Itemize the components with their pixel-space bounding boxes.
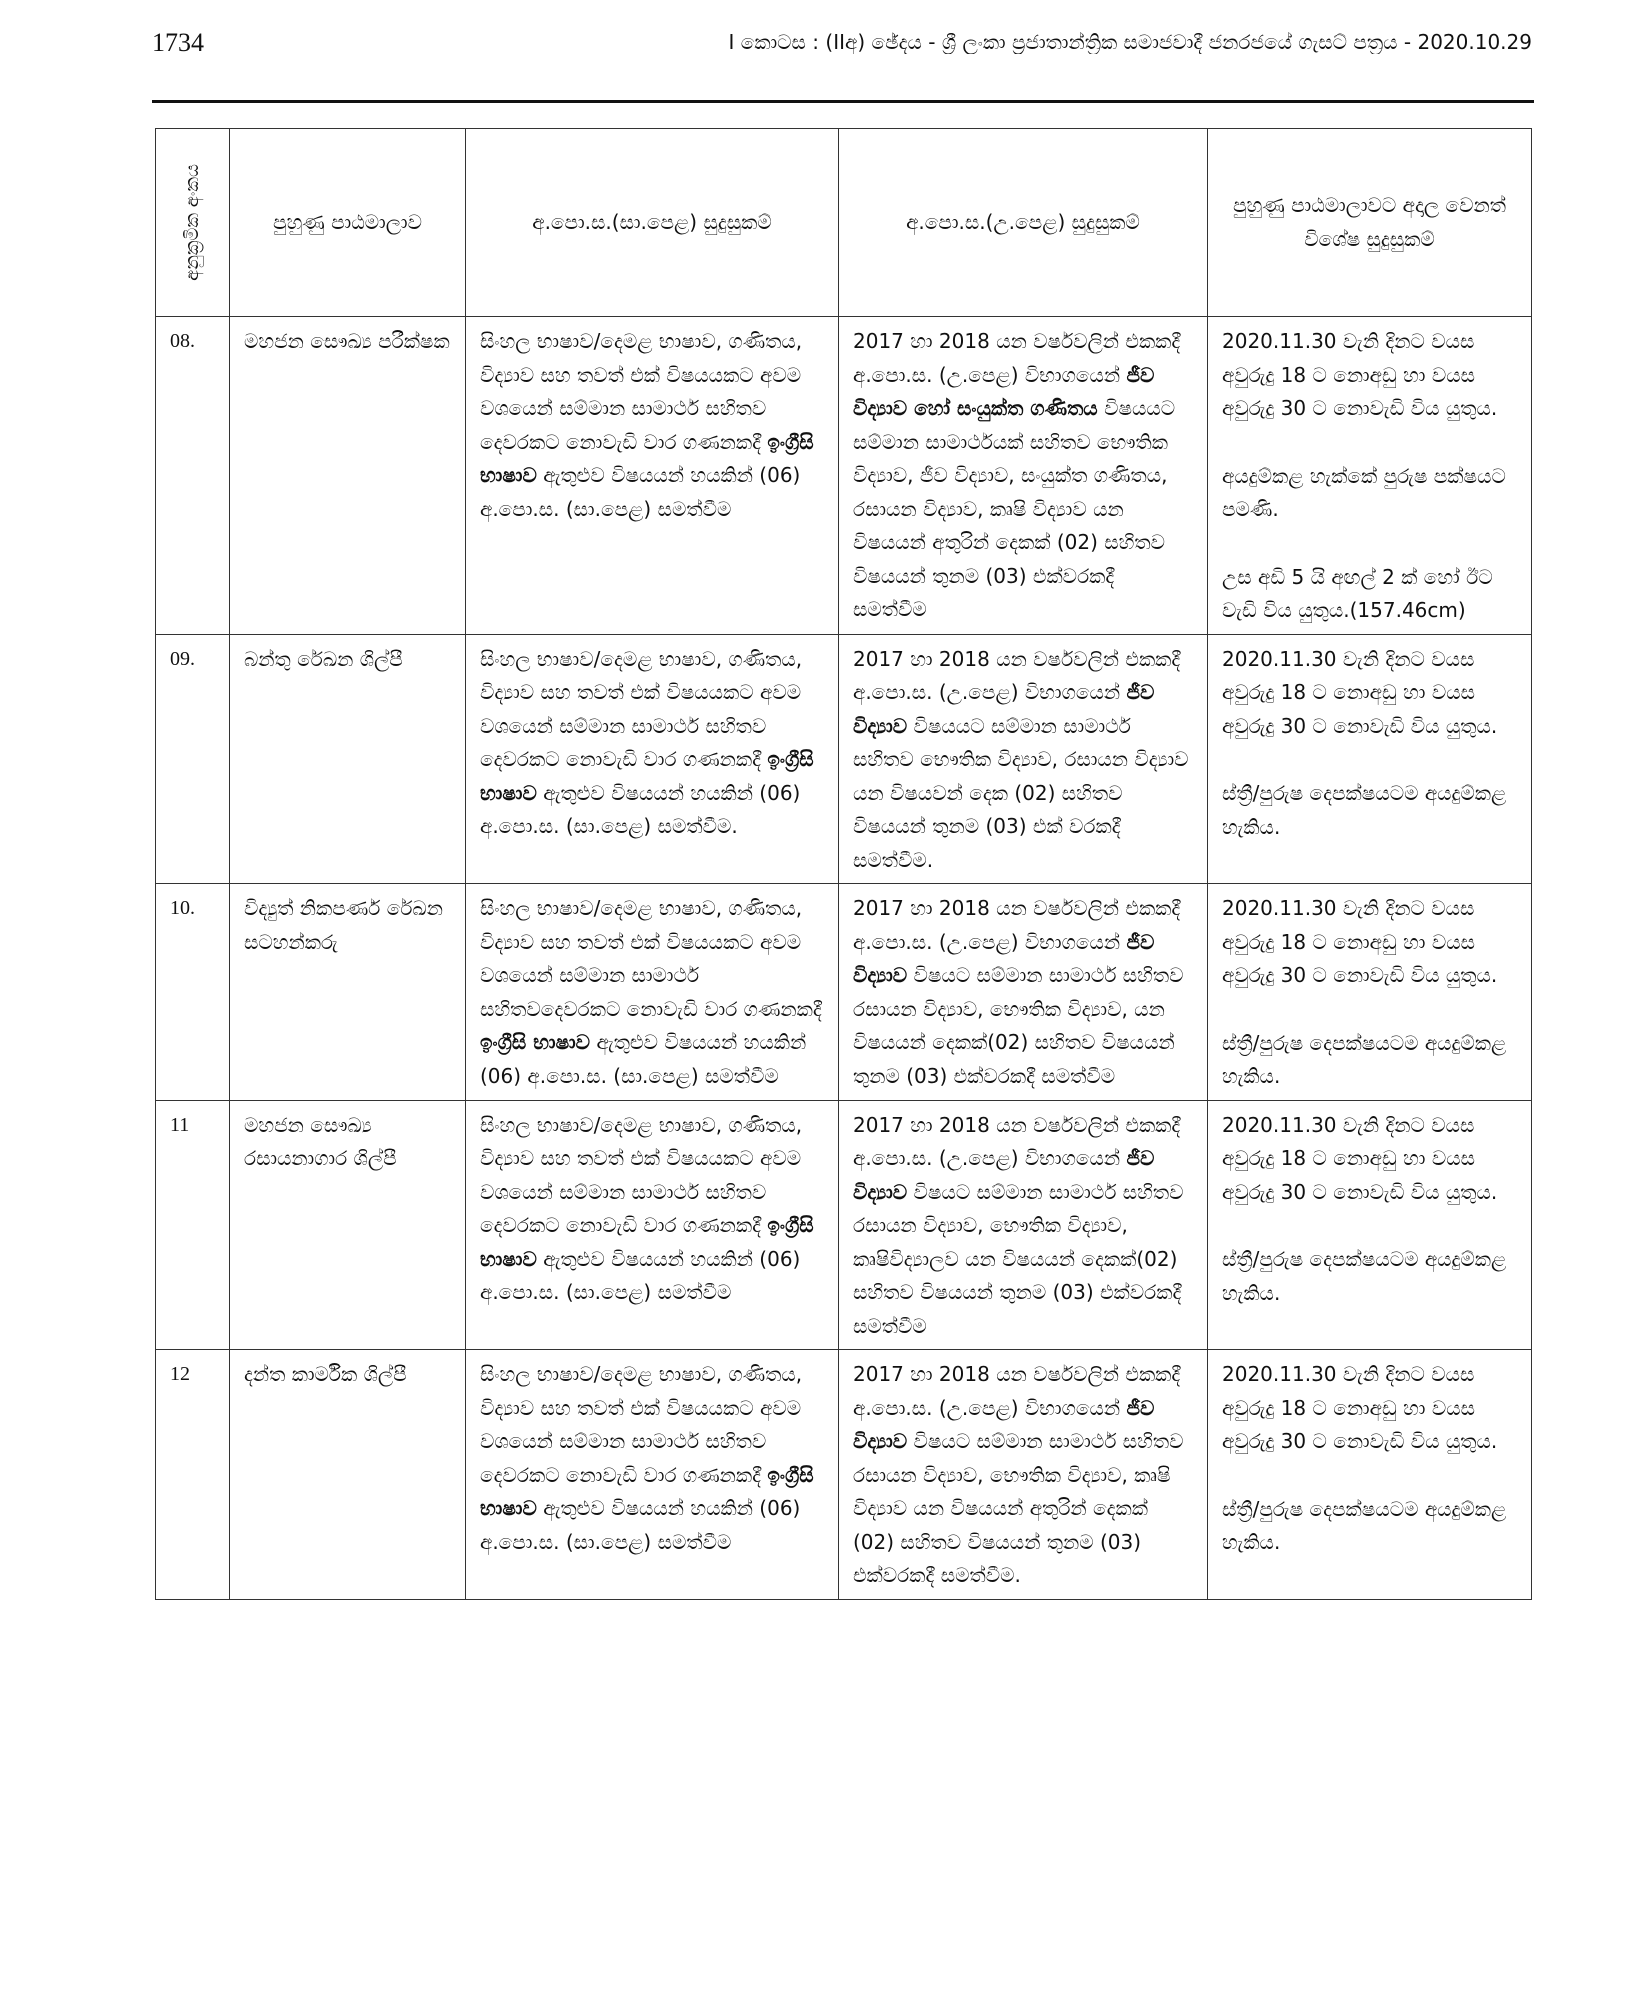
header-other-qualifications: පුහුණු පාඨමාලාවට අදාල වෙනත් විශේෂ සුදුසුකම්	[1208, 129, 1532, 317]
english-language-emphasis: ඉංග්‍රීසි භාෂාව	[480, 1030, 591, 1054]
header-serial-no: අනුක්‍රමික අංකය	[156, 129, 230, 317]
header-training-course: පුහුණු පාඨමාලාව	[230, 129, 466, 317]
qualifications-table	[155, 128, 1532, 1600]
course-name: දන්ත කාර්මික ශිල්පී	[230, 1350, 466, 1600]
english-language-emphasis: ඉංග්‍රීසි භාෂාව	[480, 1213, 814, 1271]
gender-requirement: ස්ත්‍රී/පුරුෂ දෙපක්ෂයටම අයදුම්කළ හැකිය.	[1222, 1030, 1507, 1088]
table-row	[156, 317, 1532, 635]
table-header-row	[156, 129, 1532, 317]
gender-requirement: ස්ත්‍රී/පුරුෂ දෙපක්ෂයටම අයදුම්කළ හැකිය.	[1222, 1496, 1507, 1554]
english-language-emphasis: ඉංග්‍රීසි භාෂාව	[480, 747, 814, 805]
al-qualification: 2017 හා 2018 යන වර්ෂවලින් එකකදී අ.පො.ස. (උ.පෙළ) විභාගයෙන් ජීව විද්‍යාව විෂයයට සම්මාන සාමාර්ථ සහිතව භෞතික විද්‍යාව, රසායන විද්‍යාව යන විෂයවන් දෙක (02) සහිතව විෂයයන් තුනම (03) එක් වරකදී සමත්වීම.	[839, 634, 1208, 884]
age-requirement: 2020.11.30 වැනි දිනට වයස අවුරුදු 18 ට නොඅඩු හා වයස අවුරුදු 30 ට නොවැඩි විය යුතුය.	[1222, 1112, 1498, 1204]
al-qualification: 2017 හා 2018 යන වර්ෂවලින් එකකදී අ.පො.ස. (උ.පෙළ) විභාගයෙන් ජීව විද්‍යාව විෂයට සම්මාන සාමාර්ථ සහිතව රසායන විද්‍යාව, භෞතික විද්‍යාව, යන විෂයයන් දෙකක්(02) සහිතව විෂයයන් තුනම (03) එක්වරකදී සමත්වීම	[839, 884, 1208, 1101]
table-row	[156, 634, 1532, 884]
table-body	[156, 317, 1532, 1600]
subject-emphasis: ජීව විද්‍යාව	[853, 680, 1155, 738]
course-name: විද්‍යුත් නිකපර්ණ රේඛන සටහන්කරු	[230, 884, 466, 1101]
ol-qualification: සිංහල භාෂාව/දෙමළ භාෂාව, ගණිතය, විද්‍යාව සහ තවත් එක් විෂයයකට අවම වශයෙන් සම්මාන සාමාර්ථ සහිතව දෙවරකට නොවැඩි වාර ගණනකදී ඉංග්‍රීසි භාෂාව ඇතුළුව විෂයයන් හයකින් (06) අ.පො.ස. (සා.පෙළ) සමත්වීම	[466, 1100, 839, 1350]
serial-number: 08.	[156, 317, 230, 635]
al-qualification: 2017 හා 2018 යන වර්ෂවලින් එකකදී අ.පො.ස. (උ.පෙළ) විභාගයෙන් ජීව විද්‍යාව විෂයට සම්මාන සාමාර්ථ සහිතව රසායන විද්‍යාව, භෞතික විද්‍යාව, කෘෂි විද්‍යාව යන විෂයයන් අතුරින් දෙකක් (02) සහිතව විෂයයන් තුනම (03) එක්වරකදී සමත්වීම.	[839, 1350, 1208, 1600]
ol-qualification: සිංහල භාෂාව/දෙමළ භාෂාව, ගණිතය, විද්‍යාව සහ තවත් එක් විෂයයකට අවම වශයෙන් සම්මාන සාමාර්ථ සහිතව දෙවරකට නොවැඩි වාර ගණනකදී ඉංග්‍රීසි භාෂාව ඇතුළුව විෂයයන් හයකින් (06) අ.පො.ස. (සා.පෙළ) සමත්වීම	[466, 1350, 839, 1600]
english-language-emphasis: ඉංග්‍රීසි භාෂාව	[480, 429, 814, 487]
subject-emphasis: ජීව විද්‍යාව	[853, 929, 1155, 987]
english-language-emphasis: ඉංග්‍රීසි භාෂාව	[480, 1462, 814, 1520]
gazette-title: I කොටස : (IIඅ) ඡේදය - ශ්‍රී ලංකා ප්‍රජාතාන්ත්‍රික සමාජවාදී ජනරජයේ ගැසට් පත්‍රය - 2020.10.29	[728, 30, 1532, 54]
serial-number: 12	[156, 1350, 230, 1600]
course-name: මහජන සෞඛ්‍ය පරීක්ෂක	[230, 317, 466, 635]
age-requirement: 2020.11.30 වැනි දිනට වයස අවුරුදු 18 ට නොඅඩු හා වයස අවුරුදු 30 ට නොවැඩි විය යුතුය.	[1222, 1362, 1498, 1453]
header-al-qualifications: අ.පො.ස.(උ.පෙළ) සුදුසුකම්	[839, 129, 1208, 317]
gender-requirement: අයදුම්කළ හැක්කේ පුරුෂ පක්ෂයට පමණි.	[1222, 463, 1506, 521]
al-qualification: 2017 හා 2018 යන වර්ෂවලින් එකකදී අ.පො.ස. (උ.පෙළ) විභාගයෙන් ජීව විද්‍යාව විෂයට සම්මාන සාමාර්ථ සහිතව රසායන විද්‍යාව, භෞතික විද්‍යාව, කෘෂිවිද්‍යාලව යන විෂයයන් දෙකක්(02) සහිතව විෂයයන් තුනම (03) එක්වරකදී සමත්වීම	[839, 1100, 1208, 1350]
table-row	[156, 884, 1532, 1101]
height-requirement: උස අඩි 5 යි අඟල් 2 ක් හෝ ඊට වැඩි විය යුතුය.(157.46cm)	[1222, 564, 1493, 622]
course-name: බන්තු රේඛන ශිල්පී	[230, 634, 466, 884]
serial-number: 10.	[156, 884, 230, 1101]
page-header	[152, 22, 1534, 84]
age-requirement: 2020.11.30 වැනි දිනට වයස අවුරුදු 18 ට නොඅඩු හා වයස අවුරුදු 30 ට නොවැඩි විය යුතුය.	[1222, 646, 1498, 738]
course-name: මහජන සෞඛ්‍ය රසායනාගාර ශිල්පී	[230, 1100, 466, 1350]
header-divider	[152, 100, 1534, 103]
header-ol-qualifications: අ.පො.ස.(සා.පෙළ) සුදුසුකම්	[466, 129, 839, 317]
ol-qualification: සිංහල භාෂාව/දෙමළ භාෂාව, ගණිතය, විද්‍යාව සහ තවත් එක් විෂයයකට අවම වශයෙන් සම්මාන සාමාර්ථ සහිතව දෙවරකට නොවැඩි වාර ගණනකදී ඉංග්‍රීසි භාෂාව ඇතුළුව විෂයයන් හයකින් (06) අ.පො.ස. (සා.පෙළ) සමත්වීම.	[466, 634, 839, 884]
age-requirement: 2020.11.30 වැනි දිනට වයස අවුරුදු 18 ට නොඅඩු හා වයස අවුරුදු 30 ට නොවැඩි විය යුතුය.	[1222, 896, 1498, 987]
serial-number: 11	[156, 1100, 230, 1350]
other-qualification	[1208, 1100, 1532, 1350]
other-qualification	[1208, 634, 1532, 884]
gender-requirement: ස්ත්‍රී/පුරුෂ දෙපක්ෂයටම අයදුම්කළ හැකිය.	[1222, 1247, 1507, 1305]
ol-qualification: සිංහල භාෂාව/දෙමළ භාෂාව, ගණිතය, විද්‍යාව සහ තවත් එක් විෂයයකට අවම වශයෙන් සම්මාන සාමාර්ථ සහිතවදෙවරකට නොවැඩි වාර ගණනකදී ඉංග්‍රීසි භාෂාව ඇතුළුව විෂයයන් හයකින් (06) අ.පො.ස. (සා.පෙළ) සමත්වීම	[466, 884, 839, 1101]
subject-emphasis: ජීව විද්‍යාව	[853, 1146, 1155, 1204]
other-qualification	[1208, 317, 1532, 635]
age-requirement: 2020.11.30 වැනි දිනට වයස අවුරුදු 18 ට නොඅඩු හා වයස අවුරුදු 30 ට නොවැඩි විය යුතුය.	[1222, 329, 1498, 420]
page-number: 1734	[152, 28, 204, 57]
serial-number: 09.	[156, 634, 230, 884]
gender-requirement: ස්ත්‍රී/පුරුෂ දෙපක්ෂයටම අයදුම්කළ හැකිය.	[1222, 781, 1507, 839]
ol-qualification: සිංහල භාෂාව/දෙමළ භාෂාව, ගණිතය, විද්‍යාව සහ තවත් එක් විෂයයකට අවම වශයෙන් සම්මාන සාමාර්ථ සහිතව දෙවරකට නොවැඩි වාර ගණනකදී ඉංග්‍රීසි භාෂාව ඇතුළුව විෂයයන් හයකින් (06) අ.පො.ස. (සා.පෙළ) සමත්වීම	[466, 317, 839, 635]
table-row	[156, 1100, 1532, 1350]
other-qualification	[1208, 1350, 1532, 1600]
other-qualification	[1208, 884, 1532, 1101]
al-qualification: 2017 හා 2018 යන වර්ෂවලින් එකකදී අ.පො.ස. (උ.පෙළ) විභාගයෙන් ජීව විද්‍යාව හෝ සංයුක්ත ගණිතය විෂයයට සම්මාන සාමාර්ථයක් සහිතව භෞතික විද්‍යාව, ජීව විද්‍යාව, සංයුක්ත ගණිතය, රසායන විද්‍යාව, කෘෂි විද්‍යාව යන විෂයයන් අතුරින් දෙකක් (02) සහිතව විෂයයන් තුනම (03) එක්වරකදී සමත්වීම	[839, 317, 1208, 635]
table-row	[156, 1350, 1532, 1600]
subject-emphasis: ජීව විද්‍යාව	[853, 1395, 1155, 1453]
subject-emphasis: ජීව විද්‍යාව හෝ සංයුක්ත ගණිතය	[853, 362, 1155, 420]
